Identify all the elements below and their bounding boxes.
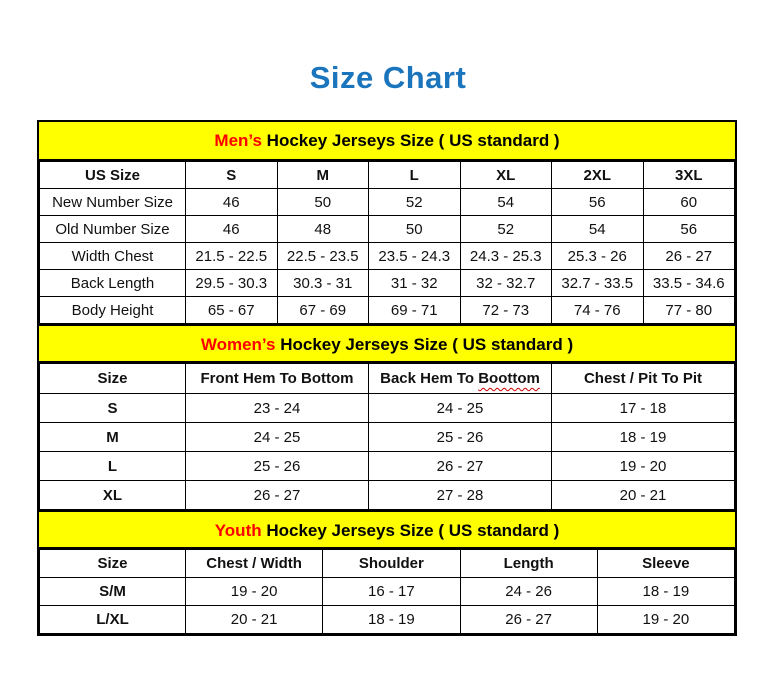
size-value: 46 <box>186 189 278 216</box>
womens-band-rest: Hockey Jerseys Size ( US standard ) <box>275 335 574 354</box>
mens-band-highlight: Men’s <box>214 131 262 150</box>
size-value: 20 - 21 <box>186 606 323 634</box>
table-row <box>40 578 735 606</box>
size-value: 46 <box>186 216 278 243</box>
size-value: 18 - 19 <box>552 423 735 452</box>
mens-header-row <box>40 162 735 189</box>
table-row <box>40 606 735 634</box>
misspelled-word: Boottom <box>478 370 540 387</box>
mens-band <box>39 122 735 161</box>
size-value: 25 - 26 <box>369 423 552 452</box>
table-row <box>40 270 735 297</box>
size-value: 29.5 - 30.3 <box>186 270 278 297</box>
size-chart <box>37 120 737 636</box>
size-value: 24 - 25 <box>186 423 369 452</box>
size-value: 72 - 73 <box>460 297 552 324</box>
size-value: 69 - 71 <box>369 297 461 324</box>
row-label: New Number Size <box>40 189 186 216</box>
size-value: 25.3 - 26 <box>552 243 644 270</box>
column-header-label: Length <box>503 555 554 572</box>
size-value: 26 - 27 <box>460 606 597 634</box>
column-header <box>40 364 186 394</box>
size-value: 74 - 76 <box>552 297 644 324</box>
column-header <box>186 364 369 394</box>
row-label: Old Number Size <box>40 216 186 243</box>
row-label: S <box>40 394 186 423</box>
size-value: 16 - 17 <box>323 578 460 606</box>
womens-section <box>39 324 735 510</box>
row-label: Width Chest <box>40 243 186 270</box>
size-value: 60 <box>643 189 735 216</box>
table-row <box>40 243 735 270</box>
column-header-label: 2XL <box>583 166 611 184</box>
size-value: 30.3 - 31 <box>277 270 369 297</box>
size-value: 24 - 25 <box>369 394 552 423</box>
womens-band-highlight: Women’s <box>200 335 276 354</box>
size-value: 27 - 28 <box>369 481 552 510</box>
column-header-label: Chest / Width <box>206 555 302 572</box>
size-value: 23.5 - 24.3 <box>369 243 461 270</box>
column-header <box>40 550 186 578</box>
mens-section <box>39 122 735 324</box>
column-header <box>369 364 552 394</box>
row-label: L <box>40 452 186 481</box>
column-header <box>323 550 460 578</box>
table-row <box>40 297 735 324</box>
table-row <box>40 452 735 481</box>
size-value: 52 <box>460 216 552 243</box>
youth-section <box>39 510 735 634</box>
size-value: 17 - 18 <box>552 394 735 423</box>
size-value: 50 <box>277 189 369 216</box>
page-title: Size Chart <box>309 60 467 95</box>
youth-band-highlight: Youth <box>214 521 262 540</box>
column-header <box>186 550 323 578</box>
column-header-label: XL <box>496 166 516 184</box>
size-value: 23 - 24 <box>186 394 369 423</box>
size-value: 33.5 - 34.6 <box>643 270 735 297</box>
size-value: 24.3 - 25.3 <box>460 243 552 270</box>
column-header <box>643 162 735 189</box>
size-value: 26 - 27 <box>186 481 369 510</box>
youth-band-rest: Hockey Jerseys Size ( US standard ) <box>261 521 560 540</box>
womens-band <box>39 324 735 363</box>
row-label: M <box>40 423 186 452</box>
womens-table <box>39 363 735 510</box>
column-header-label: Chest / Pit To Pit <box>583 370 703 387</box>
size-value: 65 - 67 <box>186 297 278 324</box>
row-label: Back Length <box>40 270 186 297</box>
youth-band <box>39 510 735 549</box>
table-row <box>40 394 735 423</box>
column-header <box>460 550 597 578</box>
column-header-label: 3XL <box>674 166 703 184</box>
column-header <box>186 162 278 189</box>
row-label: S/M <box>40 578 186 606</box>
size-value: 24 - 26 <box>460 578 597 606</box>
size-value: 50 <box>369 216 461 243</box>
column-header-label: S <box>226 166 237 184</box>
youth-table <box>39 549 735 634</box>
column-header <box>40 162 186 189</box>
table-row <box>40 481 735 510</box>
column-header-label: Front Hem To Bottom <box>200 370 354 387</box>
size-value: 32.7 - 33.5 <box>552 270 644 297</box>
row-label: XL <box>40 481 186 510</box>
row-label: L/XL <box>40 606 186 634</box>
youth-header-row <box>40 550 735 578</box>
column-header-label: Size <box>97 370 128 387</box>
column-header <box>597 550 734 578</box>
size-value: 19 - 20 <box>186 578 323 606</box>
row-label: Body Height <box>40 297 186 324</box>
column-header <box>552 162 644 189</box>
mens-table <box>39 161 735 324</box>
size-value: 22.5 - 23.5 <box>277 243 369 270</box>
column-header-label: Size <box>97 555 128 572</box>
mens-band-rest: Hockey Jerseys Size ( US standard ) <box>261 131 560 150</box>
size-value: 19 - 20 <box>597 606 734 634</box>
column-header <box>460 162 552 189</box>
column-header <box>369 162 461 189</box>
column-header-label: Back Hem To <box>380 370 479 387</box>
size-value: 20 - 21 <box>552 481 735 510</box>
size-value: 52 <box>369 189 461 216</box>
size-value: 21.5 - 22.5 <box>186 243 278 270</box>
size-value: 67 - 69 <box>277 297 369 324</box>
table-row <box>40 189 735 216</box>
size-value: 77 - 80 <box>643 297 735 324</box>
size-value: 56 <box>552 189 644 216</box>
size-value: 26 - 27 <box>369 452 552 481</box>
size-value: 25 - 26 <box>186 452 369 481</box>
size-value: 19 - 20 <box>552 452 735 481</box>
size-value: 18 - 19 <box>597 578 734 606</box>
column-header <box>552 364 735 394</box>
size-value: 18 - 19 <box>323 606 460 634</box>
womens-header-row <box>40 364 735 394</box>
table-row <box>40 423 735 452</box>
size-value: 54 <box>460 189 552 216</box>
column-header-label: Shoulder <box>358 555 424 572</box>
column-header-label: M <box>316 166 329 184</box>
size-value: 48 <box>277 216 369 243</box>
column-header-label: Sleeve <box>642 555 690 572</box>
size-value: 26 - 27 <box>643 243 735 270</box>
size-value: 32 - 32.7 <box>460 270 552 297</box>
size-value: 56 <box>643 216 735 243</box>
table-row <box>40 216 735 243</box>
column-header <box>277 162 369 189</box>
size-value: 31 - 32 <box>369 270 461 297</box>
column-header-label: US Size <box>84 166 141 184</box>
column-header-label: L <box>409 166 419 184</box>
size-value: 54 <box>552 216 644 243</box>
